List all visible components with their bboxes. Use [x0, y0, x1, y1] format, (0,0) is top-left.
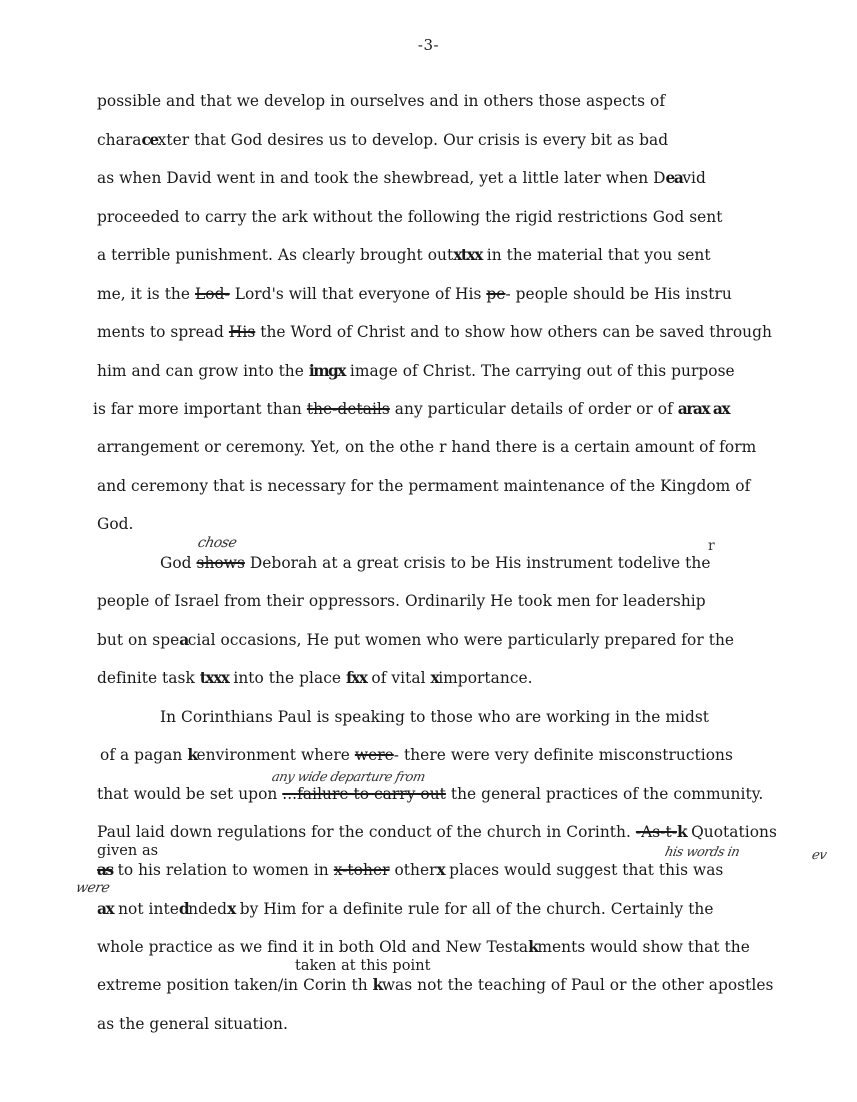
handwritten-margin-mark: ev: [810, 848, 828, 863]
text-run: him and can grow into the: [97, 362, 309, 380]
struck-text: -As-t-: [635, 823, 677, 841]
text-run: but on spe: [97, 631, 180, 649]
overtyped-text: xtxx: [453, 246, 482, 264]
text-run: of a pagan: [100, 746, 188, 764]
overtyped-text: k: [528, 938, 538, 956]
overtyped-text: txxx: [199, 669, 229, 687]
text-line: [97, 823, 777, 841]
text-run: and ceremony that is necessary for the permament maintenance of the Kingdom of: [97, 477, 751, 495]
text-run: is far more important than: [93, 400, 307, 418]
handwritten-insert-r: r: [708, 538, 715, 554]
text-run: proceeded to carry the ark without the following the rigid restrictions God sent: [97, 208, 723, 226]
text-run: ments to spread: [97, 323, 229, 341]
overtyped-text: ea: [665, 169, 683, 187]
text-run: whole practice as we find it in both Old and New Testa: [97, 938, 529, 956]
text-line: [97, 208, 723, 226]
text-run: places would suggest that this was: [444, 861, 724, 879]
overtyped-text: fxx: [345, 669, 367, 687]
text-line: [97, 169, 706, 187]
text-run: other: [389, 861, 437, 879]
struck-text: x-toher: [333, 861, 390, 879]
text-run: xter that God desires us to develop. Our crisis is every bit as bad: [157, 131, 669, 149]
text-run: that would be set upon: [97, 785, 283, 803]
text-run: of vital: [366, 669, 431, 687]
overtyped-text: ce: [141, 131, 158, 149]
text-line: [97, 515, 134, 533]
interlinear-insertion: [295, 958, 431, 974]
text-line: [93, 400, 729, 418]
text-run: Deborah at a great crisis to be His instrument todelive the: [244, 554, 711, 572]
text-line: [97, 843, 158, 859]
text-run: as the general situation.: [97, 1015, 288, 1033]
overtyped-text: k: [676, 823, 687, 841]
text-run: Paul laid down regulations for the conduct of the church in Corinth.: [97, 823, 636, 841]
text-run: the general practices of the community.: [445, 785, 764, 803]
text-run: importance.: [438, 669, 533, 687]
struck-text: ...failure to carry out: [282, 785, 446, 803]
text-line: [97, 900, 714, 918]
overtyped-text: imgx: [308, 362, 345, 380]
text-line: [97, 1015, 288, 1033]
overtyped-text: x: [227, 900, 235, 918]
text-line: [97, 938, 750, 956]
text-line: [97, 477, 750, 495]
text-run: by Him for a definite rule for all of the church. Certainly the: [234, 900, 714, 918]
text-run: was not the teaching of Paul or the other apostles: [381, 976, 774, 994]
overtyped-text: ax: [97, 900, 114, 918]
struck-text: the-details: [306, 400, 390, 418]
text-run: God.: [97, 515, 134, 533]
text-run: ments would show that the: [537, 938, 750, 956]
text-run: in the material that you sent: [481, 246, 711, 264]
overtyped-text: x: [430, 669, 439, 687]
text-run: Lord's will that everyone of His: [229, 285, 487, 303]
struck-text: shows: [196, 554, 245, 572]
overtyped-text: k: [372, 976, 382, 994]
struck-text: as: [97, 861, 113, 879]
overtyped-text: k: [187, 746, 197, 764]
text-line: [97, 246, 711, 264]
text-line: [160, 554, 710, 572]
text-run: into the place: [228, 669, 346, 687]
handwritten-annotation: any wide departure from: [270, 770, 427, 785]
text-run: - people should be His instru: [505, 285, 732, 303]
text-run: God: [160, 554, 197, 572]
text-line: [97, 861, 723, 879]
text-run: - there were very definite misconstructions: [393, 746, 733, 764]
text-run: definite task: [97, 669, 200, 687]
text-run: arrangement or ceremony. Yet, on the othe r hand there is a certain amount of form: [97, 438, 757, 456]
text-run: environment where: [196, 746, 355, 764]
struck-text: Lod-: [195, 285, 230, 303]
struck-text: His: [228, 323, 256, 341]
page-number: -3-: [417, 36, 440, 54]
text-line: [97, 669, 533, 687]
text-line: [97, 362, 735, 380]
text-run: taken at this point: [295, 958, 431, 974]
text-line: [97, 976, 773, 994]
text-run: the Word of Christ and to show how others can be saved through: [255, 323, 773, 341]
overtyped-text: d: [178, 900, 189, 918]
text-run: to his relation to women in: [112, 861, 334, 879]
text-line: [97, 131, 668, 149]
handwritten-annotation: chose: [196, 535, 238, 551]
handwritten-annotation: were: [74, 880, 111, 896]
struck-text: were: [354, 746, 394, 764]
text-run: Quotations: [686, 823, 777, 841]
text-run: given as: [97, 843, 159, 859]
struck-text: pe: [486, 285, 506, 303]
text-line: [97, 323, 772, 341]
text-line: [100, 746, 733, 764]
overtyped-text: arax ax: [677, 400, 730, 418]
text-line: [97, 438, 756, 456]
text-run: not inte: [113, 900, 179, 918]
handwritten-annotation: his words in: [663, 845, 741, 860]
text-run: image of Christ. The carrying out of this purpose: [344, 362, 735, 380]
text-line: [97, 92, 665, 110]
text-line: [97, 785, 763, 803]
overtyped-text: a: [179, 631, 188, 649]
text-run: cial occasions, He put women who were particularly prepared for the: [187, 631, 735, 649]
text-run: me, it is the: [97, 285, 195, 303]
text-run: In Corinthians Paul is speaking to those who are working in the midst: [160, 708, 710, 726]
text-run: a terrible punishment. As clearly brought out: [97, 246, 454, 264]
text-run: people of Israel from their oppressors. Ordinarily He took men for leadership: [97, 592, 706, 610]
text-line: [97, 592, 706, 610]
text-line: [97, 285, 732, 303]
text-run: vid: [682, 169, 706, 187]
overtyped-text: x: [436, 861, 445, 879]
text-line: [97, 631, 734, 649]
text-run: as when David went in and took the shewbread, yet a little later when D: [97, 169, 666, 187]
text-run: nded: [188, 900, 228, 918]
text-run: possible and that we develop in ourselves and in others those aspects of: [97, 92, 666, 110]
text-run: chara: [97, 131, 142, 149]
text-run: extreme position taken/in Corin th: [97, 976, 373, 994]
text-run: any particular details of order or of: [389, 400, 678, 418]
text-line: [160, 708, 709, 726]
